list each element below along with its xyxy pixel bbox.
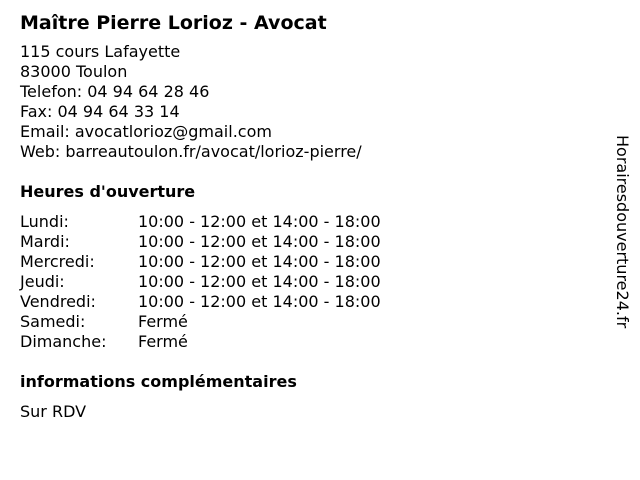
hours-row <box>20 332 381 352</box>
day-label: Mardi: <box>20 232 70 251</box>
hours-row <box>20 292 381 312</box>
day-label: Dimanche: <box>20 332 107 351</box>
hours-row <box>20 252 381 272</box>
day-hours: 10:00 - 12:00 et 14:00 - 18:00 <box>138 292 381 311</box>
hours-row <box>20 272 381 292</box>
fax-number: Fax: 04 94 64 33 14 <box>20 102 180 121</box>
phone-number: Telefon: 04 94 64 28 46 <box>20 82 210 101</box>
hours-row <box>20 312 381 332</box>
day-hours: Fermé <box>138 312 188 331</box>
additional-info-text: Sur RDV <box>20 402 87 421</box>
opening-hours-heading: Heures d'ouverture <box>20 182 196 201</box>
day-hours: Fermé <box>138 332 188 351</box>
website-url: Web: barreautoulon.fr/avocat/lorioz-pierre/ <box>20 142 362 161</box>
additional-info-heading: informations complémentaires <box>20 372 297 391</box>
site-watermark: Horairesdouverture24.fr <box>613 135 632 329</box>
day-hours: 10:00 - 12:00 et 14:00 - 18:00 <box>138 232 381 251</box>
business-card <box>20 9 580 422</box>
contact-block <box>20 42 580 162</box>
hours-row <box>20 232 381 252</box>
day-label: Lundi: <box>20 212 69 231</box>
hours-row <box>20 212 381 232</box>
opening-hours-table <box>20 212 381 352</box>
address-line-city: 83000 Toulon <box>20 62 128 81</box>
day-hours: 10:00 - 12:00 et 14:00 - 18:00 <box>138 272 381 291</box>
day-hours: 10:00 - 12:00 et 14:00 - 18:00 <box>138 212 381 231</box>
address-line-street: 115 cours Lafayette <box>20 42 181 61</box>
email-address: Email: avocatlorioz@gmail.com <box>20 122 272 141</box>
day-label: Mercredi: <box>20 252 95 271</box>
day-label: Vendredi: <box>20 292 96 311</box>
page-title: Maître Pierre Lorioz - Avocat <box>20 12 327 34</box>
day-label: Samedi: <box>20 312 86 331</box>
day-hours: 10:00 - 12:00 et 14:00 - 18:00 <box>138 252 381 271</box>
day-label: Jeudi: <box>20 272 65 291</box>
